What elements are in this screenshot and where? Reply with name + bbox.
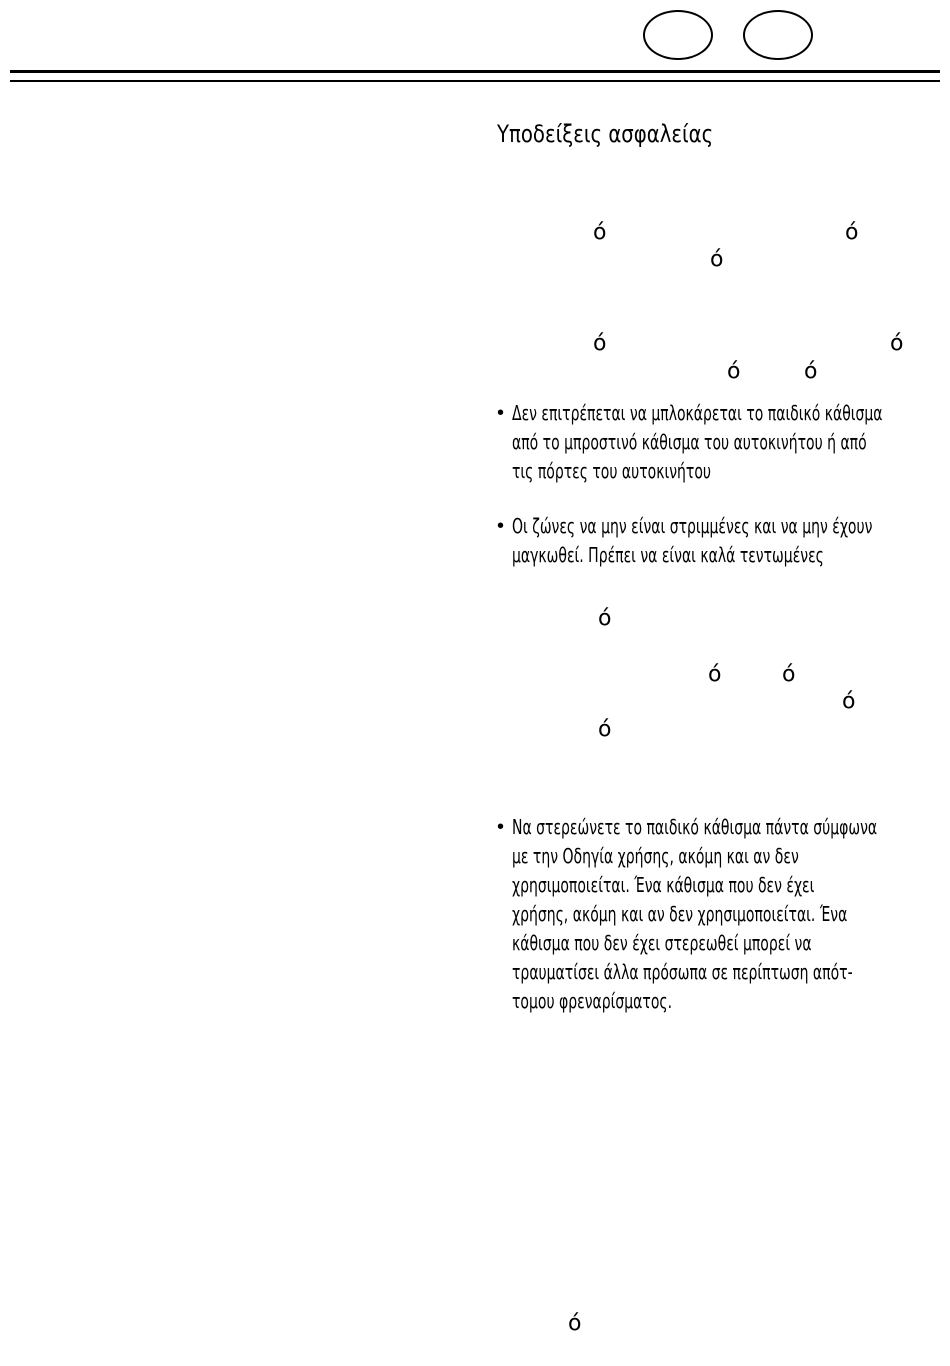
- stray-glyph: ό: [842, 689, 856, 714]
- bullet-line: Δεν επιτρέπεται να μπλοκάρεται το παιδικό κάθισμα: [512, 401, 883, 425]
- stray-glyph: ό: [708, 662, 722, 687]
- bullet-dot: •: [497, 816, 505, 838]
- language-circle-1: [643, 10, 713, 60]
- stray-glyph: ό: [710, 247, 724, 272]
- stray-glyph: ό: [598, 717, 612, 742]
- bullet-line: τραυματίσει άλλα πρόσωπα σε περίπτωση απότ-: [512, 960, 853, 984]
- header-rule-thin: [10, 80, 940, 82]
- bullet-dot: •: [497, 515, 505, 537]
- bullet-line: χρησιμοποιείται. Ένα κάθισμα που δεν έχει: [512, 873, 815, 897]
- bullet-line: με την Οδηγία χρήσης, ακόμη και αν δεν: [512, 844, 799, 868]
- bullet-line: μαγκωθεί. Πρέπει να είναι καλά τεντωμένες: [512, 543, 824, 567]
- bullet-line: από το μπροστινό κάθισμα του αυτοκινήτου ή από: [512, 430, 867, 454]
- bullet-line: χρήσης, ακόμη και αν δεν χρησιμοποιείται. Ένα: [512, 902, 848, 926]
- bullet-dot: •: [497, 402, 505, 424]
- stray-glyph: ό: [727, 359, 741, 384]
- stray-glyph: ό: [593, 331, 607, 356]
- bullet-line: τις πόρτες του αυτοκινήτου: [512, 459, 712, 483]
- language-circle-2: [743, 10, 813, 60]
- stray-glyph: ό: [598, 606, 612, 631]
- bullet-line: Οι ζώνες να μην είναι στριμμένες και να μην έχουν: [512, 514, 873, 538]
- stray-glyph: ό: [804, 359, 818, 384]
- stray-glyph: ό: [782, 662, 796, 687]
- stray-glyph: ό: [593, 220, 607, 245]
- header-rule-thick: [10, 70, 940, 73]
- bullet-line: τομου φρεναρίσματος.: [512, 989, 673, 1013]
- bullet-line: Να στερεώνετε το παιδικό κάθισμα πάντα σύμφωνα: [512, 815, 878, 839]
- section-title: Υποδείξεις ασφαλείας: [497, 120, 714, 148]
- bullet-line: κάθισμα που δεν έχει στερεωθεί μπορεί να: [512, 931, 812, 955]
- stray-glyph: ό: [845, 220, 859, 245]
- stray-glyph: ό: [890, 331, 904, 356]
- stray-glyph: ό: [568, 1311, 582, 1336]
